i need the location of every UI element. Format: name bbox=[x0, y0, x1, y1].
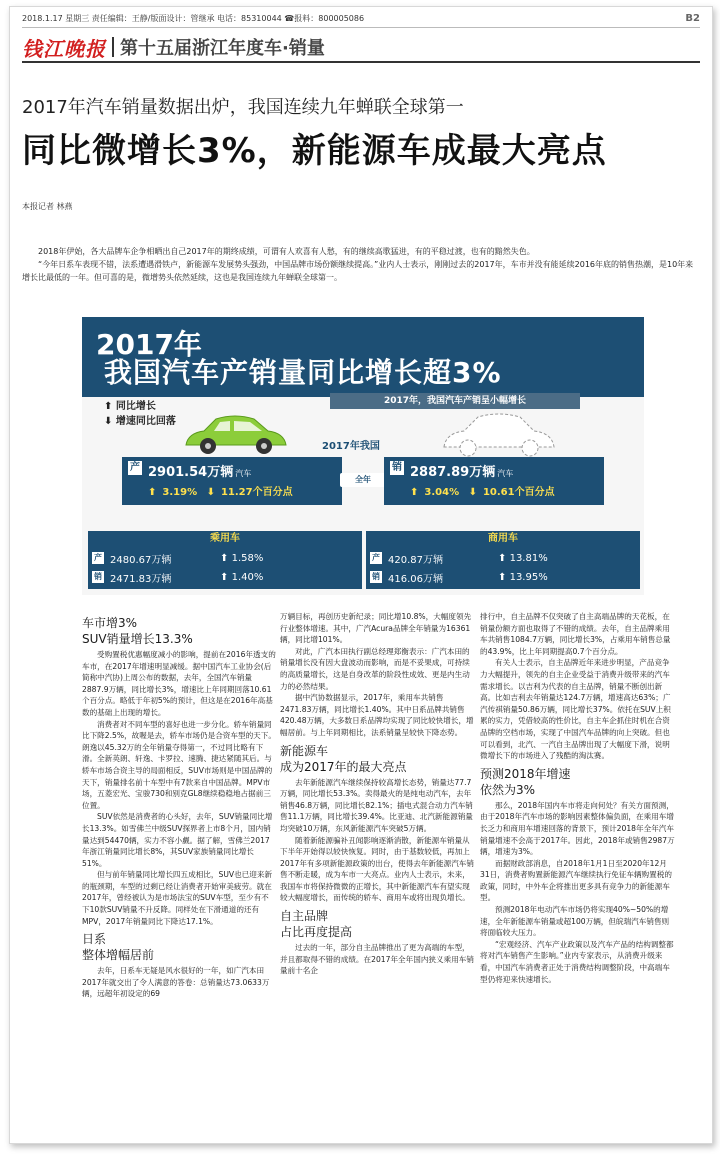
passenger-sales-pct: 1.40% bbox=[231, 571, 264, 583]
heading-line: 车市增3% bbox=[82, 616, 138, 630]
arrow-up-icon: ⬆ bbox=[220, 571, 229, 583]
production-panel bbox=[122, 457, 342, 505]
commercial-production-row bbox=[370, 549, 636, 567]
body-paragraph: 而据财政部消息，自2018年1月1日至2020年12月31日，消费者购置新能源汽车继续执行免征车辆购置税的政策，同时，中外车企将推出更多具有竞争力的新能源车型。 bbox=[480, 858, 672, 903]
heading-line: 自主品牌 bbox=[280, 909, 329, 924]
lead-paragraph: “今年日系车表现不错，法系遭遇滑铁卢，新能源车发展势头强劲，中国品牌市场份额继续提高。”业内人士表示，刚刚过去的2017年，车市并没有能延续2016年底的销售热潮，是10年来增长比最低的一年。但可喜的是，微增势头依然延续，这也是我国连续九年蝉联全球第一。 bbox=[22, 260, 694, 282]
body-paragraph: 预测2018年电动汽车市场仍将实现40%~50%的增速，全年新能源车销量或超100万辆，但皖瑞汽车销售则将面临较大压力。 bbox=[480, 905, 670, 938]
production-badge: 产 bbox=[130, 462, 140, 473]
sales-badge: 销 bbox=[372, 572, 380, 581]
heading-line: 占比再度提高 bbox=[280, 925, 353, 940]
date-line: 2018.1.17 星期三 责任编辑：王静/版面设计：管继承 电话：85310044 ☎报料：800005086 bbox=[22, 14, 365, 23]
passenger-production-pct: 1.58% bbox=[231, 552, 264, 564]
section-heading bbox=[280, 743, 474, 775]
production-total bbox=[148, 461, 251, 480]
newspaper-page bbox=[9, 6, 713, 1144]
commercial-production-pct: 13.81% bbox=[509, 552, 548, 564]
section-heading bbox=[82, 615, 276, 647]
sales-panel bbox=[384, 457, 604, 505]
page-number: B2 bbox=[685, 13, 700, 24]
heading-line: 依然为3% bbox=[480, 782, 536, 797]
passenger-sales-row bbox=[92, 568, 358, 586]
sales-badge: 销 bbox=[392, 462, 402, 473]
sales-infographic bbox=[82, 317, 644, 595]
legend-down-label: 增速同比回落 bbox=[115, 416, 176, 427]
page-info-bar bbox=[22, 13, 700, 28]
sales-total bbox=[410, 461, 513, 480]
sales-unit: 汽车 bbox=[497, 469, 514, 478]
sales-change: 10.61个百分点 bbox=[482, 487, 555, 498]
passenger-car-box bbox=[88, 531, 362, 589]
heading-line: 成为2017年的最大亮点 bbox=[280, 759, 407, 774]
heading-line: 新能源车 bbox=[280, 743, 329, 758]
heading-line: SUV销量增长13.3% bbox=[82, 632, 193, 646]
commercial-sales-pct: 13.95% bbox=[509, 571, 548, 583]
article-column-1 bbox=[82, 611, 276, 1000]
infographic-center-label: 2017年我国 bbox=[322, 441, 380, 452]
sales-badge: 销 bbox=[94, 572, 102, 581]
body-paragraph: 过去的一年，部分自主品牌推出了更为高端的车型，并且都取得不错的成绩。在2017年全年国内狭义乘用车销量前十名企 bbox=[280, 943, 474, 976]
body-paragraph: 去年，日系车无疑是风水很好的一年，如广汽本田2017年就交出了令人满意的答卷：总销量达73.0633万辆，远超年初设定的69 bbox=[82, 966, 270, 999]
production-change: 11.27个百分点 bbox=[220, 487, 293, 498]
body-paragraph: 对此，广汽本田执行副总经理郑衡表示：广汽本田的销量增长没有因大盘波动而影响，而是不妥果成，可持续的高质量增长，这是自身改革的阶段性成效、更是内生动力的必然结果。 bbox=[280, 646, 470, 691]
all-year-tag: 全年 bbox=[340, 473, 386, 487]
sales-value: 2887.89万辆 bbox=[410, 465, 496, 480]
body-paragraph: SUV依然是消费者的心头好，去年，SUV销量同比增长13.3%。如雪佛兰中级SUV探界者上市8个月，国内销量达到54470辆，实力不容小觑。据了解，雪佛兰2017年浙江销量同比增长8%，其SUV家族销量同比增长51%。 bbox=[82, 812, 273, 868]
commercial-car-box bbox=[366, 531, 640, 589]
infographic-legend bbox=[104, 399, 176, 429]
arrow-up-icon: ⬆ bbox=[498, 571, 507, 583]
legend-up-label: 同比增长 bbox=[115, 401, 156, 412]
infographic-year: 2017年 bbox=[96, 328, 202, 361]
article-column-2 bbox=[280, 611, 474, 977]
passenger-sales-value: 2471.83万辆 bbox=[110, 573, 172, 585]
body-paragraph: 那么，2018年国内车市将走向何处？有关方面预测，由于2018年汽车市场的影响因素整体偏负面，在乘用车增长乏力和商用车增速回落的背景下，预计2018年全年汽车销量增速不会高于2017年。因此，2018年或销售2987万辆，增速为3%。 bbox=[480, 800, 675, 857]
sales-growth: 3.04% bbox=[424, 487, 460, 498]
infographic-subtitle-chip: 2017年，我国汽车产销呈小幅增长 bbox=[330, 393, 580, 409]
body-paragraph: 去年新能源汽车继续保持较高增长态势，销量达77.7万辆，同比增长53.3%。卖得最火的是纯电动汽车，去年销售46.8万辆，同比增长82.1%；插电式混合动力汽车销售11.1万辆，同比增长39.4%。比亚迪、北汽新能源销量均突破10万辆，东风新能源汽车突破5万辆。 bbox=[280, 777, 473, 833]
masthead-divider bbox=[112, 37, 114, 57]
body-paragraph: 有关人士表示，自主品牌近年来进步明显，产品竞争力大幅提升，领先的自主企业受益于消费升级带来的汽车需求增长。以吉利为代表的自主品牌，销量不断创出新高。比如吉利去年销量达124.7万辆，增速高达63%；广汽传祺销量50.86万辆，同比增长37%。依托在SUV上积累的实力，凭借较高的性价比，自主车企抓住时机在合资品牌的空档市场，实现了中国汽车品牌的向上突破。但也可以看到，北汽、一汽自主品牌出现了大幅度下滑，说明微增长下的市场进入了残酷的淘汰赛。 bbox=[480, 658, 671, 761]
arrow-down-icon: ⬇ bbox=[104, 416, 113, 427]
arrow-down-icon: ⬇ bbox=[206, 487, 215, 498]
body-paragraph: 受购置税优惠幅度减小的影响，提前在2016年透支的车市，在2017年增速明显减缓。据中国汽车工业协会(后简称中汽协)上周公布的数据，去年，全国汽车销量2887.9万辆，同比增长3%，增速比上年同期回落10.61个百分点。略低于年初5%的预计，但这是在2016年高基数的基础上出现的增长。 bbox=[82, 650, 276, 717]
heading-line: 预测2018年增速 bbox=[480, 766, 571, 781]
body-paragraph: 万辆目标，再创历史新纪录；同比增10.8%，大幅度领先行业整体增速。其中，广汽Acura品牌全年销量为16361辆，同比增101%。 bbox=[280, 612, 472, 645]
arrow-down-icon: ⬇ bbox=[468, 487, 477, 498]
commercial-sales-row bbox=[370, 568, 636, 586]
arrow-up-icon: ⬆ bbox=[410, 487, 419, 498]
section-title: 第十五届浙江年度车·销量 bbox=[120, 38, 325, 59]
arrow-up-icon: ⬆ bbox=[104, 401, 113, 412]
commercial-production-value: 420.87万辆 bbox=[388, 554, 443, 566]
lead-paragraph: 2018年伊始，各大品牌车企争相晒出自己2017年的期终成绩，可谓有人欢喜有人愁，有的继续高歌猛进，有的平稳过渡，也有的黯然失色。 bbox=[38, 247, 535, 256]
commercial-car-title: 商用车 bbox=[488, 533, 518, 544]
infographic-title: 我国汽车产销量同比增长超3% bbox=[104, 356, 502, 389]
production-stats bbox=[148, 483, 299, 498]
body-paragraph: 排行中，自主品牌不仅突破了自主高端品牌的天花板，在销量份额方面也取得了不错的成绩。去年，自主品牌乘用车共销售1084.7万辆，同比增长3%，占乘用车销售总量的43.9%，比上年同期提高0.7个百分点。 bbox=[480, 612, 671, 656]
body-paragraph: 消费者对不同车型的喜好也进一步分化。轿车销量同比下降2.5%，故喔是去，轿车市场仍是合资车型的天下。朗逸以45.32万的全年销量夺得第一，不过同比略有下滑。全新英朗、轩逸、卡罗拉、速腾、捷达紧随其后。与轿车市场合资主导的局面相反，SUV市场则是中国品牌的天下，销量排名前十车型中有7款来自中国品牌。MPV市场，五菱宏光、宝骏730和别克GL8继续稳稳地占据前三位置。 bbox=[82, 719, 276, 810]
section-heading bbox=[82, 931, 276, 963]
green-car-icon bbox=[180, 413, 290, 457]
paper-logo: 钱江晚报 bbox=[22, 36, 106, 61]
article-column-3 bbox=[480, 611, 676, 985]
passenger-production-value: 2480.67万辆 bbox=[110, 554, 172, 566]
section-heading bbox=[480, 766, 676, 798]
arrow-up-icon: ⬆ bbox=[498, 552, 507, 564]
body-paragraph: “宏观经济、汽车产业政策以及汽车产品的结构调整都将对汽车销售产生影响。”业内专家表示，从消费升级来看，中国汽车消费者正处于消费结构调整阶段，中高端车型仍将迎来快速增长。 bbox=[480, 939, 674, 984]
section-heading bbox=[280, 908, 474, 940]
arrow-up-icon: ⬆ bbox=[148, 487, 157, 498]
byline: 本报记者 林燕 bbox=[22, 202, 73, 211]
heading-line: 日系 bbox=[82, 932, 107, 947]
outline-car-icon bbox=[438, 411, 558, 459]
passenger-car-title: 乘用车 bbox=[210, 533, 240, 544]
article-headline: 同比微增长3%，新能源车成最大亮点 bbox=[22, 131, 607, 171]
sales-stats bbox=[410, 483, 561, 498]
production-growth: 3.19% bbox=[162, 487, 198, 498]
body-paragraph: 据中汽协数据显示，2017年，乘用车共销售2471.83万辆，同比增长1.40%。其中日系品牌共销售420.48万辆，大多数日系品牌均实现了同比较快增长，增幅居前。与上年同期相比，法系销量呈较快下降态势。 bbox=[280, 693, 474, 737]
body-paragraph: 随着新能源骗补丑闻影响逐渐消散，新能源车销量从下半年开始得以较快恢复。同时，由于基数较低，再加上2017年有多项新能源政策的出台，使得去年新能源汽车销售不断走暖，成为车市一大亮点。业内人士表示，未来，我国车市将保持微微的正增长，其中新能源汽车有望实现较大幅度增长，而传统的轿车、商用车或将出现负增长。 bbox=[280, 835, 474, 903]
production-unit: 汽车 bbox=[235, 469, 252, 478]
masthead bbox=[22, 33, 700, 63]
arrow-up-icon: ⬆ bbox=[220, 552, 229, 564]
production-badge: 产 bbox=[94, 553, 102, 562]
passenger-production-row bbox=[92, 549, 358, 567]
commercial-sales-value: 416.06万辆 bbox=[388, 573, 443, 585]
heading-line: 整体增幅居前 bbox=[82, 948, 155, 963]
lead-paragraphs bbox=[22, 245, 698, 284]
production-badge: 产 bbox=[372, 553, 380, 562]
body-paragraph: 但与前年销量同比增长四五成相比，SUV也已迎来新的瓶颈期，车型的过剩已经让消费者开始审美疲劳。就在2017年，曾经被认为是市场法宝的SUV车型，至少有不下10款SUV销量不升反降。同样处在下滑通道的还有MPV，2017年销量同比下降达17.1%。 bbox=[82, 870, 273, 926]
production-value: 2901.54万辆 bbox=[148, 465, 234, 480]
article-subtitle: 2017年汽车销量数据出炉，我国连续九年蝉联全球第一 bbox=[22, 97, 464, 118]
